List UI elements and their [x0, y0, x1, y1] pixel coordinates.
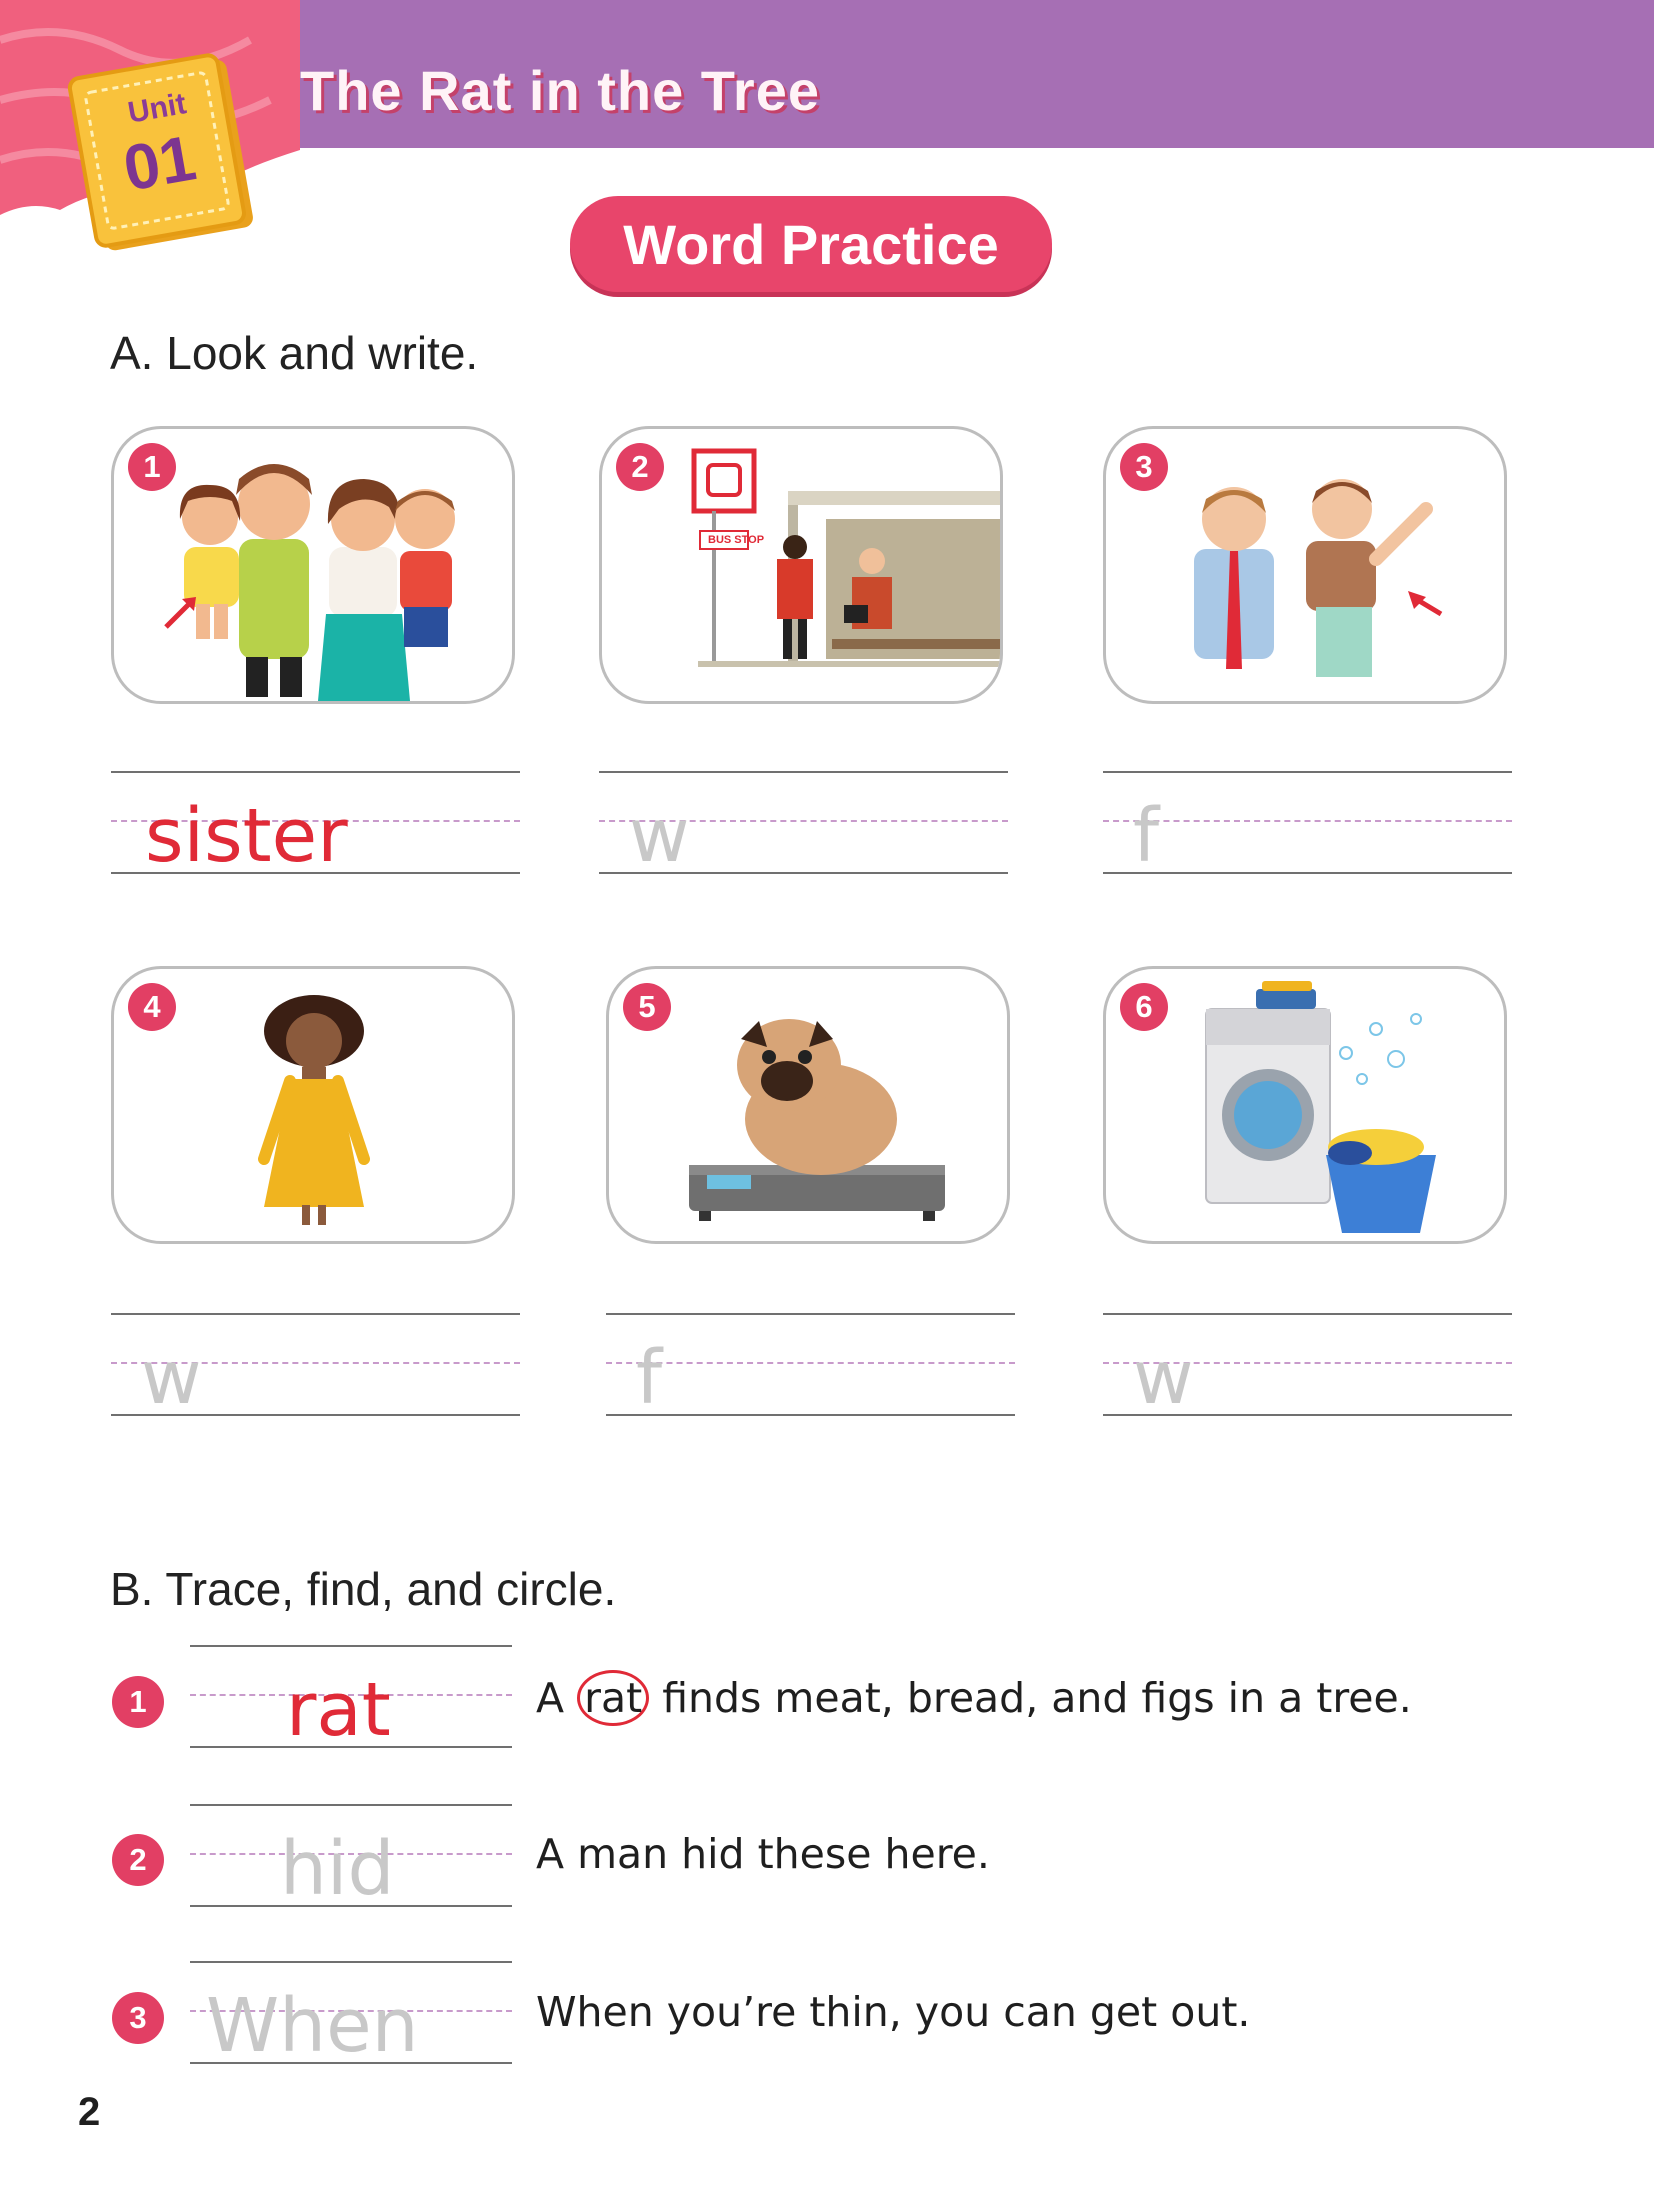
- item-number-badge: 6: [1120, 983, 1168, 1031]
- trace-letter: w: [629, 793, 690, 879]
- trace-letter: f: [636, 1335, 663, 1421]
- item-number-badge: 2: [616, 443, 664, 491]
- section-a-title: A. Look and write.: [110, 327, 479, 379]
- writing-lines-4[interactable]: [111, 1313, 520, 1421]
- item-number-badge: 3: [1120, 443, 1168, 491]
- picture-card-5: [606, 966, 1010, 1244]
- writing-lines-1[interactable]: [111, 771, 520, 879]
- unit-title: The Rat in the Tree: [300, 59, 820, 122]
- trace-letter: w: [1133, 1335, 1194, 1421]
- writing-lines-2[interactable]: [599, 771, 1008, 879]
- picture-card-1: [111, 426, 515, 704]
- section-b-title: B. Trace, find, and circle.: [110, 1563, 617, 1615]
- item-number-badge: 1: [112, 1676, 164, 1728]
- item-number-badge: 5: [623, 983, 671, 1031]
- trace-word: sister: [145, 793, 348, 879]
- section-pill: Word Practice: [570, 196, 1052, 292]
- trace-letter: w: [141, 1335, 202, 1421]
- trace-lines-b2[interactable]: [190, 1804, 512, 1912]
- trace-lines-b1[interactable]: [190, 1645, 512, 1753]
- picture-card-3: [1103, 426, 1507, 704]
- picture-card-2: [599, 426, 1003, 704]
- bus-stop-sign-text: BUS STOP: [708, 534, 765, 546]
- trace-word: hid: [280, 1826, 395, 1912]
- sentence-b3: When you’re thin, you can get out.: [536, 1988, 1251, 2036]
- trace-lines-b3[interactable]: [190, 1961, 512, 2069]
- writing-lines-6[interactable]: [1103, 1313, 1512, 1421]
- trace-word: When: [206, 1983, 419, 2069]
- picture-card-4: [111, 966, 515, 1244]
- item-number-badge: 1: [128, 443, 176, 491]
- sentence-b1: A rat finds meat, bread, and figs in a tree.: [536, 1670, 1412, 1726]
- circled-word[interactable]: rat: [577, 1670, 649, 1726]
- trace-word: rat: [286, 1667, 391, 1753]
- item-number-badge: 3: [112, 1992, 164, 2044]
- unit-label: Unit: [125, 87, 189, 130]
- unit-number: 01: [118, 121, 201, 205]
- trace-letter: f: [1133, 793, 1160, 879]
- writing-lines-3[interactable]: [1103, 771, 1512, 879]
- sentence-b2: A man hid these here.: [536, 1830, 990, 1878]
- item-number-badge: 4: [128, 983, 176, 1031]
- writing-lines-5[interactable]: [606, 1313, 1015, 1421]
- item-number-badge: 2: [112, 1834, 164, 1886]
- page-number: 2: [78, 2090, 101, 2134]
- picture-card-6: [1103, 966, 1507, 1244]
